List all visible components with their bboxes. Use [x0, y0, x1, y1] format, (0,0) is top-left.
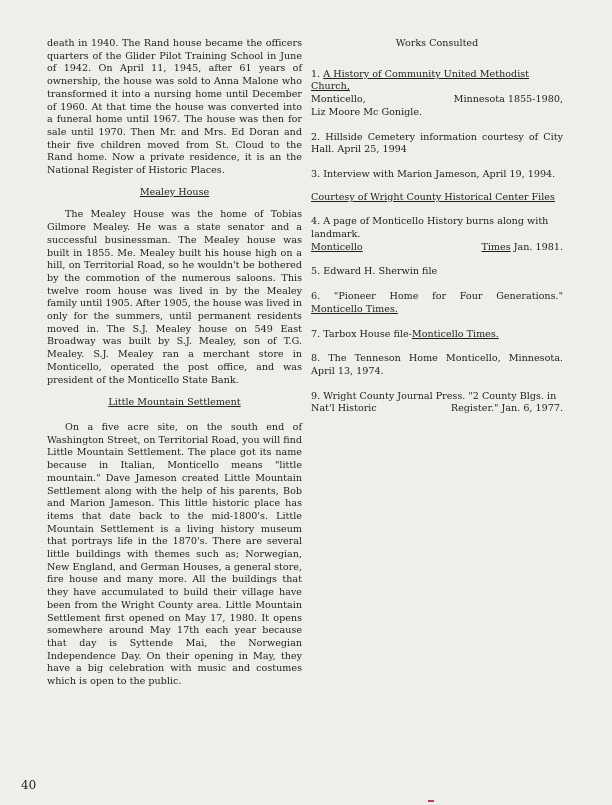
entry-9-right: Register." Jan. 6, 1977. — [450, 403, 563, 415]
entry-1-author: Liz Moore Mc Gonigle. — [311, 106, 423, 118]
courtesy-heading: Courtesy of Wright County Historical Center Files — [311, 191, 555, 203]
works-consulted-title: Works Consulted — [395, 38, 479, 49]
right-column — [311, 38, 563, 428]
entry-6-source: Monticello Times. — [311, 303, 398, 315]
entry-7-text: 7. Tarbox House file- — [311, 328, 412, 340]
page-number: 40 — [21, 778, 37, 792]
entry-9-left: Nat'l Historic — [311, 403, 377, 415]
works-entry-8: 8. The Tenneson Home Monticello, Minnesota. April 13, 1974. — [311, 353, 563, 377]
entry-1-number: 1. — [311, 68, 321, 80]
works-entry-4 — [311, 216, 563, 254]
entry-6-text: 6. "Pioneer Home for Four Generations." — [311, 291, 563, 303]
works-entry-5: 5. Edward H. Sherwin file — [311, 266, 438, 278]
entry-1-place: Monticello, — [311, 94, 366, 106]
rand-house-paragraph: death in 1940. The Rand house became the officers quarters of the Glider Pilot Training School in June of 1942. On April 11, 1945, after 61 years of ownership, the house was sold to Anna Malone who transformed it into a nursing home until December of 1960. At that time the house was converted into a funeral home until 1967. The house was then for sale until 1970. Then Mr. and Mrs. Ed Doran and their five children moved from St. Cloud to the Rand home. Now a private residence, it is an the National Register of Historic Places. — [47, 38, 302, 177]
works-entry-2: 2. Hillside Cemetery information courtesy of City Hall. April 25, 1994 — [311, 131, 563, 156]
works-entry-7 — [311, 329, 563, 342]
mealey-house-paragraph: The Mealey House was the home of Tobias Gilmore Mealey. He was a state senator and a successful businessman. The Mealey house was built in 1855. Me. Mealey built his house high on a hill, on Territorial Road, so he wouldn't be bothered by the commotion of the numerous saloons. This twelve room house was lived in by the Mealey family until 1905. After 1905, the house was lived in only for the summers, until permanent residents moved in. The S.J. Mealey house on 549 East Broadway was built by S.J. Mealey, son of T.G. Mealey. S.J. Mealey ran a merchant store in Monticello, operated the post office, and was president of the Monticello State Bank. — [47, 209, 303, 386]
little-mountain-paragraph: On a five acre site, on the south end of Washington Street, on Territorial Road, you will find Little Mountain Settlement. The place got its name because in Italian, Monticello means "little mountain." Dave Jameson created Little Mountain Settlement along with the help of his parents, Bob and Marion Jameson. This little historic place has items that date back to the mid-1800's. Little Mountain Settlement is a living history museum that portrays life in the 1870's. There are several little buildings with themes such as; Norwegian, New England, and German Houses, a general store, fire house and many more. All the buildings that they have accumulated to build their village have been from the Wright County area. Little Mountain Settlement first opened on May 17, 1980. It opens somewhere around May 17th each year because that day is Syttende Mai, the Norwegian Independence Day. On their opening in May, they have a big celebration with music and costumes which is open to the public. — [47, 421, 302, 688]
entry-4-date: Jan. 1981. — [513, 241, 563, 253]
entry-4-times: Times — [481, 241, 511, 253]
entry-4-monticello: Monticello — [311, 241, 363, 253]
mealey-house-heading: Mealey House — [139, 186, 210, 198]
left-column — [47, 38, 302, 689]
entry-4-text: 4. A page of Monticello History burns along with landmark. — [311, 216, 549, 241]
entry-1-title: A History of Community United Methodist Church, — [311, 68, 530, 93]
entry-7-source: Monticello Times. — [411, 328, 499, 340]
works-entry-3: 3. Interview with Marion Jameson, April 19, 1994. — [311, 168, 556, 180]
scan-mark — [428, 800, 434, 802]
entry-9-line-1: 9. Wright County Journal Press. "2 County Blgs. in — [311, 390, 557, 402]
works-entry-1 — [311, 69, 563, 120]
works-entry-6 — [311, 291, 563, 316]
little-mountain-heading: Little Mountain Settlement — [108, 397, 241, 409]
entry-1-place-continued: Minnesota 1855-1980, — [453, 94, 563, 106]
works-entry-9 — [311, 391, 563, 416]
